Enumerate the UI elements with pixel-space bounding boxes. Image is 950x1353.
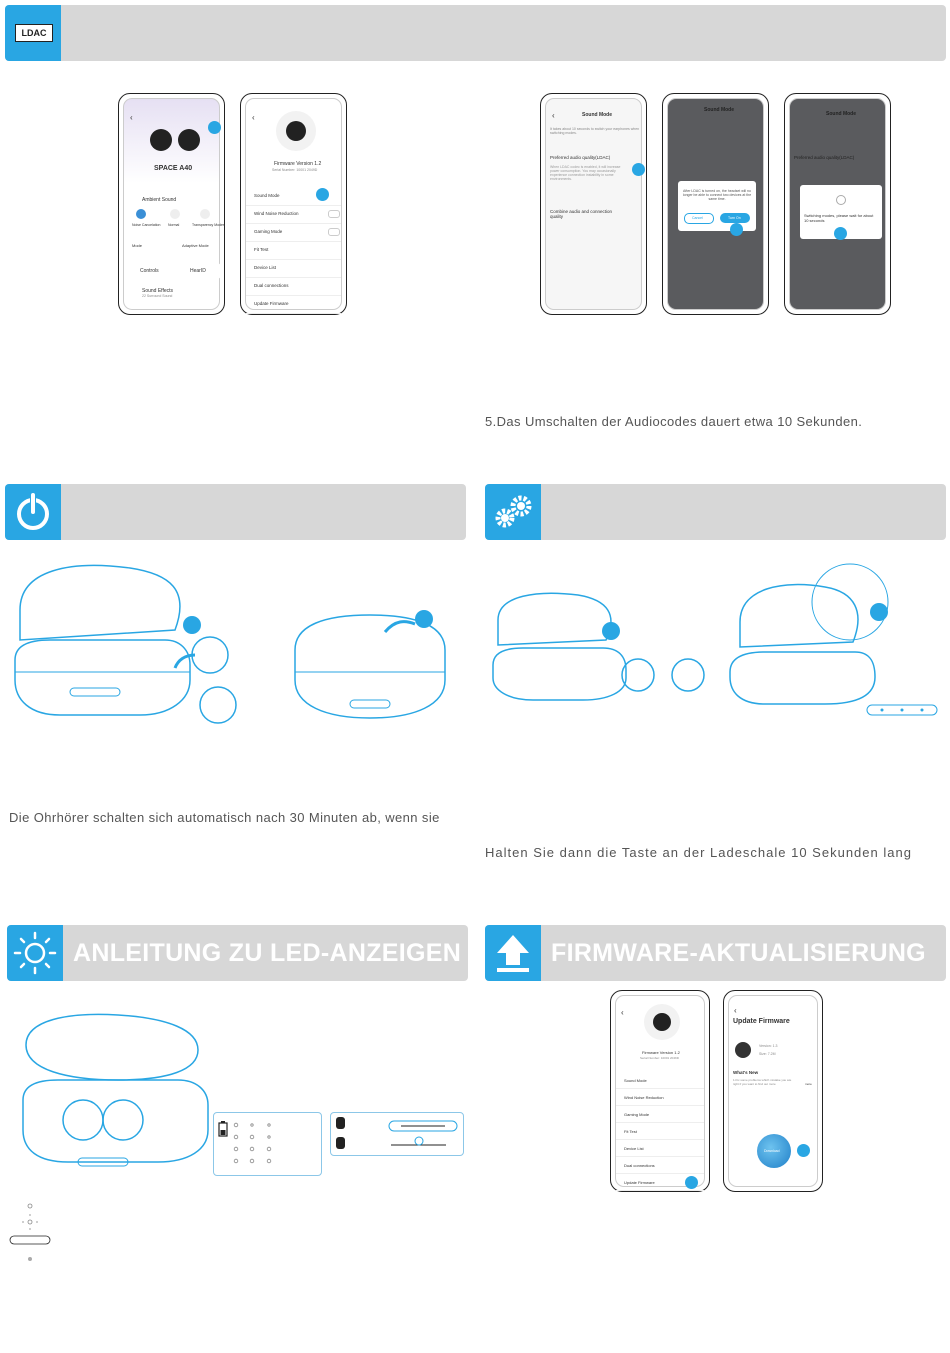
power-caption: Die Ohrhörer schalten sich automatisch nach 30 Minuten ab, wenn sie: [9, 810, 440, 825]
dialog-turn-on[interactable]: Turn On: [720, 213, 750, 223]
ldac-badge-box: [5, 5, 61, 61]
case-closed-illustration: [285, 610, 455, 720]
update-version: Version: 1.3: [759, 1044, 778, 1048]
sun-icon-box: [7, 925, 63, 981]
mode-nc-label: Noise Cancelation: [132, 223, 161, 227]
power-header-bar: [5, 484, 466, 540]
reset-case-illustration: [488, 590, 718, 710]
settings-item[interactable]: Update Firmware: [254, 301, 289, 306]
mode-label: Mode: [132, 243, 143, 248]
reset-caption: Halten Sie dann die Taste an der Ladeschale 10 Sekunden lang: [485, 845, 912, 860]
step-marker: [602, 622, 620, 640]
option-ldac: Preferred audio quality(LDAC): [794, 155, 855, 160]
step-marker: [183, 616, 201, 634]
mode-value[interactable]: Adaptive Mode: [182, 243, 209, 248]
settings-item[interactable]: Gaming Mode: [254, 229, 283, 234]
settings-item[interactable]: Sound Mode: [624, 1078, 647, 1083]
back-icon[interactable]: ‹: [734, 1006, 737, 1015]
ldac-highlight: [632, 163, 645, 176]
option-ldac-desc: When LDAC codec is enabled, it will increase power consumption. You may occasionally experience connection instability in some environments.: [550, 165, 621, 181]
led-case-illustration: [18, 1010, 218, 1170]
controls-label[interactable]: Controls: [140, 268, 159, 274]
phone-update-firmware: [723, 990, 823, 1192]
upload-icon-box: [485, 925, 541, 981]
update-firmware-highlight: [685, 1176, 698, 1189]
firmware-version: Firmware Version 1.2: [642, 1050, 680, 1055]
earbud-image: [276, 111, 316, 151]
download-button[interactable]: Download: [757, 1134, 791, 1168]
led-dot-grid: [232, 1119, 302, 1169]
sound-mode-title: Sound Mode: [826, 111, 856, 117]
release-notes: 1.Fix some problems which mistake you are right if you want to find out more: [733, 1078, 792, 1086]
led-table-bluetooth: [330, 1112, 464, 1156]
serial-number: Serial Number: 10001 2049D: [640, 1056, 679, 1060]
phone-sound-mode: [540, 93, 647, 315]
led-legend: [8, 1200, 68, 1270]
sound-mode-title: Sound Mode: [582, 112, 612, 118]
battery-icon: [218, 1121, 228, 1137]
settings-item[interactable]: Dual connections: [254, 283, 289, 288]
option-combine[interactable]: Combine audio and connection quality: [550, 209, 613, 219]
power-icon-box: [5, 484, 61, 540]
settings-item[interactable]: Device List: [254, 265, 277, 270]
settings-item[interactable]: Fit Test: [624, 1129, 637, 1134]
spinner-icon: [836, 195, 846, 205]
phone-switching: [784, 93, 891, 315]
earbud-image: [150, 129, 172, 151]
dialog-text: After LDAC is turned on, the headset will no longer be able to connect two devices at the same time.: [682, 189, 752, 201]
turn-on-highlight: [730, 223, 743, 236]
phone-settings: [240, 93, 347, 315]
whats-new: What's New: [733, 1070, 759, 1075]
firmware-header-bar: [485, 925, 946, 981]
phone-app-home: [118, 93, 225, 315]
ldac-header-bar: [5, 5, 946, 61]
ldac-badge: LDAC: [15, 24, 53, 42]
step-marker: [870, 603, 888, 621]
mode-transparency[interactable]: [200, 209, 210, 219]
power-icon: [5, 484, 61, 540]
back-icon[interactable]: ‹: [621, 1008, 624, 1017]
settings-item[interactable]: Update Firmware: [624, 1180, 655, 1185]
reset-header-bar: [485, 484, 946, 540]
bluetooth-icon: [336, 1137, 345, 1149]
earbud-image: [735, 1042, 751, 1058]
mode-normal[interactable]: [170, 209, 180, 219]
serial-number: Serial Number: 10001 2049D: [272, 168, 318, 172]
switching-highlight: [834, 227, 847, 240]
mode-normal-label: Normal: [168, 223, 180, 227]
led-table-battery: [213, 1112, 322, 1176]
product-name: SPACE A40: [154, 165, 193, 172]
sound-mode-highlight: [316, 188, 329, 201]
earbud-image: [644, 1004, 680, 1040]
mode-nc[interactable]: [136, 209, 146, 219]
firmware-title: FIRMWARE-AKTUALISIERUNG: [551, 939, 926, 967]
ldac-caption: 5.Das Umschalten der Audiocodes dauert etwa 10 Sekunden.: [485, 414, 863, 429]
download-highlight: [797, 1144, 810, 1157]
effects-label[interactable]: Sound Effects: [142, 288, 174, 294]
settings-item[interactable]: Device List: [624, 1146, 644, 1151]
reset-button-illustration: [725, 562, 945, 712]
gears-icon: [485, 484, 541, 540]
case-open-illustration: [10, 560, 280, 730]
dialog-cancel[interactable]: Cancel: [684, 213, 714, 224]
effects-sub: 22 Surround Sound: [142, 294, 173, 298]
led-title: ANLEITUNG ZU LED-ANZEIGEN: [73, 939, 462, 967]
earbud-image-2: [178, 129, 200, 151]
settings-item[interactable]: Gaming Mode: [624, 1112, 650, 1117]
option-ldac[interactable]: Preferred audio quality(LDAC): [550, 155, 611, 160]
button-indicator: [351, 1117, 461, 1153]
settings-item[interactable]: Wind Noise Reduction: [254, 211, 299, 216]
toggle-wind[interactable]: [328, 210, 340, 218]
upload-icon: [485, 925, 541, 981]
firmware-version: Firmware Version 1.2: [274, 161, 322, 167]
settings-item[interactable]: Sound Mode: [254, 193, 280, 198]
settings-item[interactable]: Dual connections: [624, 1163, 655, 1168]
more-link[interactable]: more: [805, 1082, 812, 1086]
gears-icon-box: [485, 484, 541, 540]
settings-highlight: [208, 121, 221, 134]
led-header-bar: [7, 925, 468, 981]
settings-item[interactable]: Fit Test: [254, 247, 269, 252]
bluetooth-icon: [336, 1117, 345, 1129]
phone-ldac-dialog: [662, 93, 769, 315]
toggle-gaming[interactable]: [328, 228, 340, 236]
update-size: Size: 7.2M: [759, 1052, 776, 1056]
back-icon[interactable]: ‹: [552, 111, 555, 120]
step-marker: [415, 610, 433, 628]
back-icon[interactable]: ‹: [252, 113, 255, 122]
phone-settings-firmware: [610, 990, 710, 1192]
sound-mode-title: Sound Mode: [704, 107, 734, 113]
sound-mode-intro: It takes about 10 seconds to switch your earphones when switching modes.: [550, 127, 640, 135]
settings-item[interactable]: Wind Noise Reduction: [624, 1095, 664, 1100]
mode-transparency-label: Transparency Modes: [192, 223, 225, 227]
sun-icon: [7, 925, 63, 981]
ambient-label: Ambient Sound: [142, 197, 177, 203]
switching-text: Switching modes, please wait for about 10 seconds: [804, 213, 874, 223]
hearid-label[interactable]: HearID: [190, 268, 206, 274]
back-icon[interactable]: ‹: [130, 113, 133, 122]
update-title: Update Firmware: [733, 1018, 790, 1025]
